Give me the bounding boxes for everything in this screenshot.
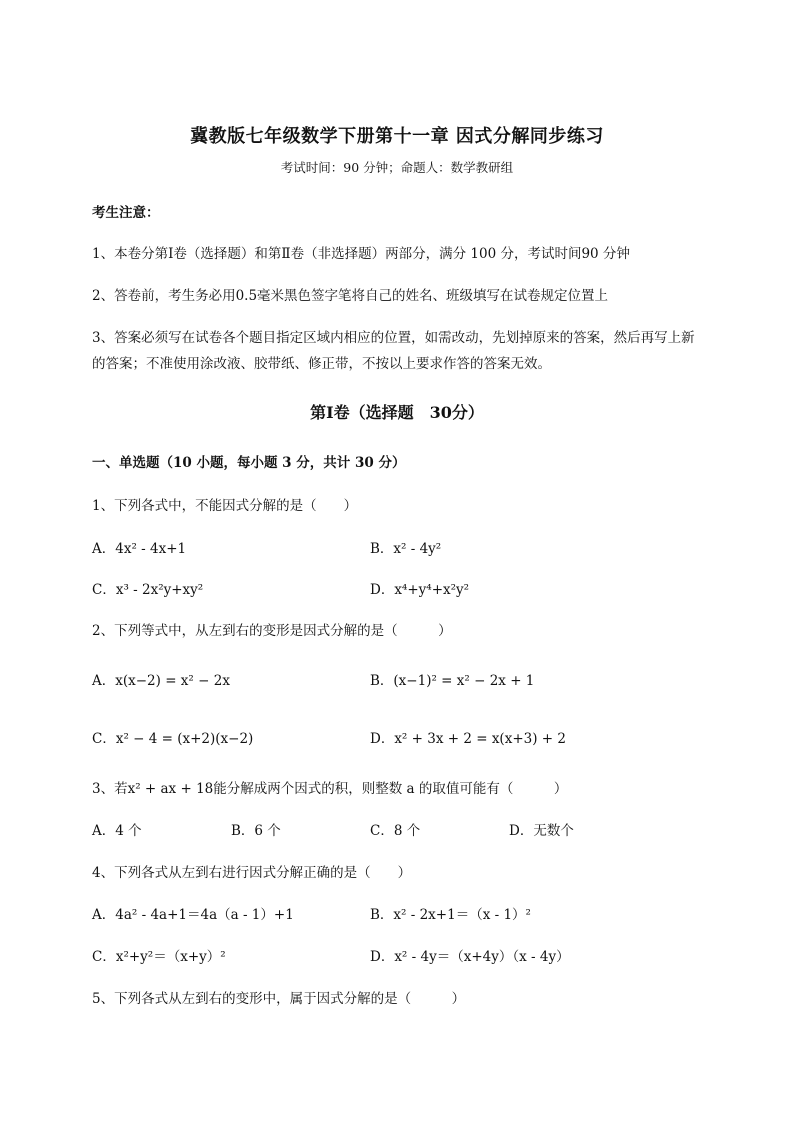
notice-heading: 考生注意： (92, 205, 160, 221)
option-c[interactable]: C．x²+y²＝（x+y）² (92, 949, 226, 965)
question-stem: 2、下列等式中，从左到右的变形是因式分解的是（ ） (92, 623, 452, 639)
question-stem: 5、下列各式从左到右的变形中，属于因式分解的是（ ） (92, 991, 466, 1007)
option-a[interactable]: A．4a² - 4a+1＝4a（a - 1）+1 (92, 907, 294, 923)
option-b[interactable]: B．x² - 4y² (370, 541, 442, 557)
notice-item: 1、本卷分第Ⅰ卷（选择题）和第Ⅱ卷（非选择题）两部分，满分 100 分，考试时间90 分钟 (92, 246, 630, 262)
section-title: 第Ⅰ卷（选择题 30分） (310, 403, 484, 422)
option-a[interactable]: A．4x² - 4x+1 (92, 541, 187, 557)
option-d[interactable]: D．x⁴+y⁴+x²y² (370, 582, 470, 598)
question-stem: 1、下列各式中，不能因式分解的是（ ） (92, 498, 358, 514)
notice-item: 的答案；不准使用涂改液、胶带纸、修正带，不按以上要求作答的答案无效。 (92, 356, 551, 372)
option-b[interactable]: B．(x−1)² = x² − 2x + 1 (370, 673, 535, 689)
option-b[interactable]: B．x² - 2x+1＝（x - 1）² (370, 907, 531, 923)
option-d[interactable]: D．x² + 3x + 2 = x(x+3) + 2 (370, 731, 566, 747)
part-heading: 一、单选题（10 小题，每小题 3 分，共计 30 分） (92, 455, 406, 471)
option-c[interactable]: C．8 个 (370, 823, 421, 839)
option-c[interactable]: C．x³ - 2x²y+xy² (92, 582, 204, 598)
notice-item: 2、答卷前，考生务必用0.5毫米黑色签字笔将自己的姓名、班级填写在试卷规定位置上 (92, 288, 609, 304)
exam-subtitle: 考试时间：90 分钟；命题人：数学教研组 (280, 160, 514, 175)
option-c[interactable]: C．x² − 4 = (x+2)(x−2) (92, 731, 254, 747)
option-a[interactable]: A．x(x−2) = x² − 2x (92, 673, 230, 689)
option-b[interactable]: B．6 个 (231, 823, 281, 839)
exam-title: 冀教版七年级数学下册第十一章 因式分解同步练习 (190, 126, 604, 147)
option-d[interactable]: D．无数个 (509, 823, 574, 839)
notice-item: 3、答案必须写在试卷各个题目指定区域内相应的位置，如需改动，先划掉原来的答案，然后再写上新 (92, 330, 695, 346)
question-stem: 3、若x² + ax + 18能分解成两个因式的积，则整数 a 的取值可能有（ ） (92, 781, 568, 797)
option-d[interactable]: D．x² - 4y＝（x+4y）（x - 4y） (370, 949, 570, 965)
option-a[interactable]: A．4 个 (92, 823, 142, 839)
question-stem: 4、下列各式从左到右进行因式分解正确的是（ ） (92, 865, 412, 881)
